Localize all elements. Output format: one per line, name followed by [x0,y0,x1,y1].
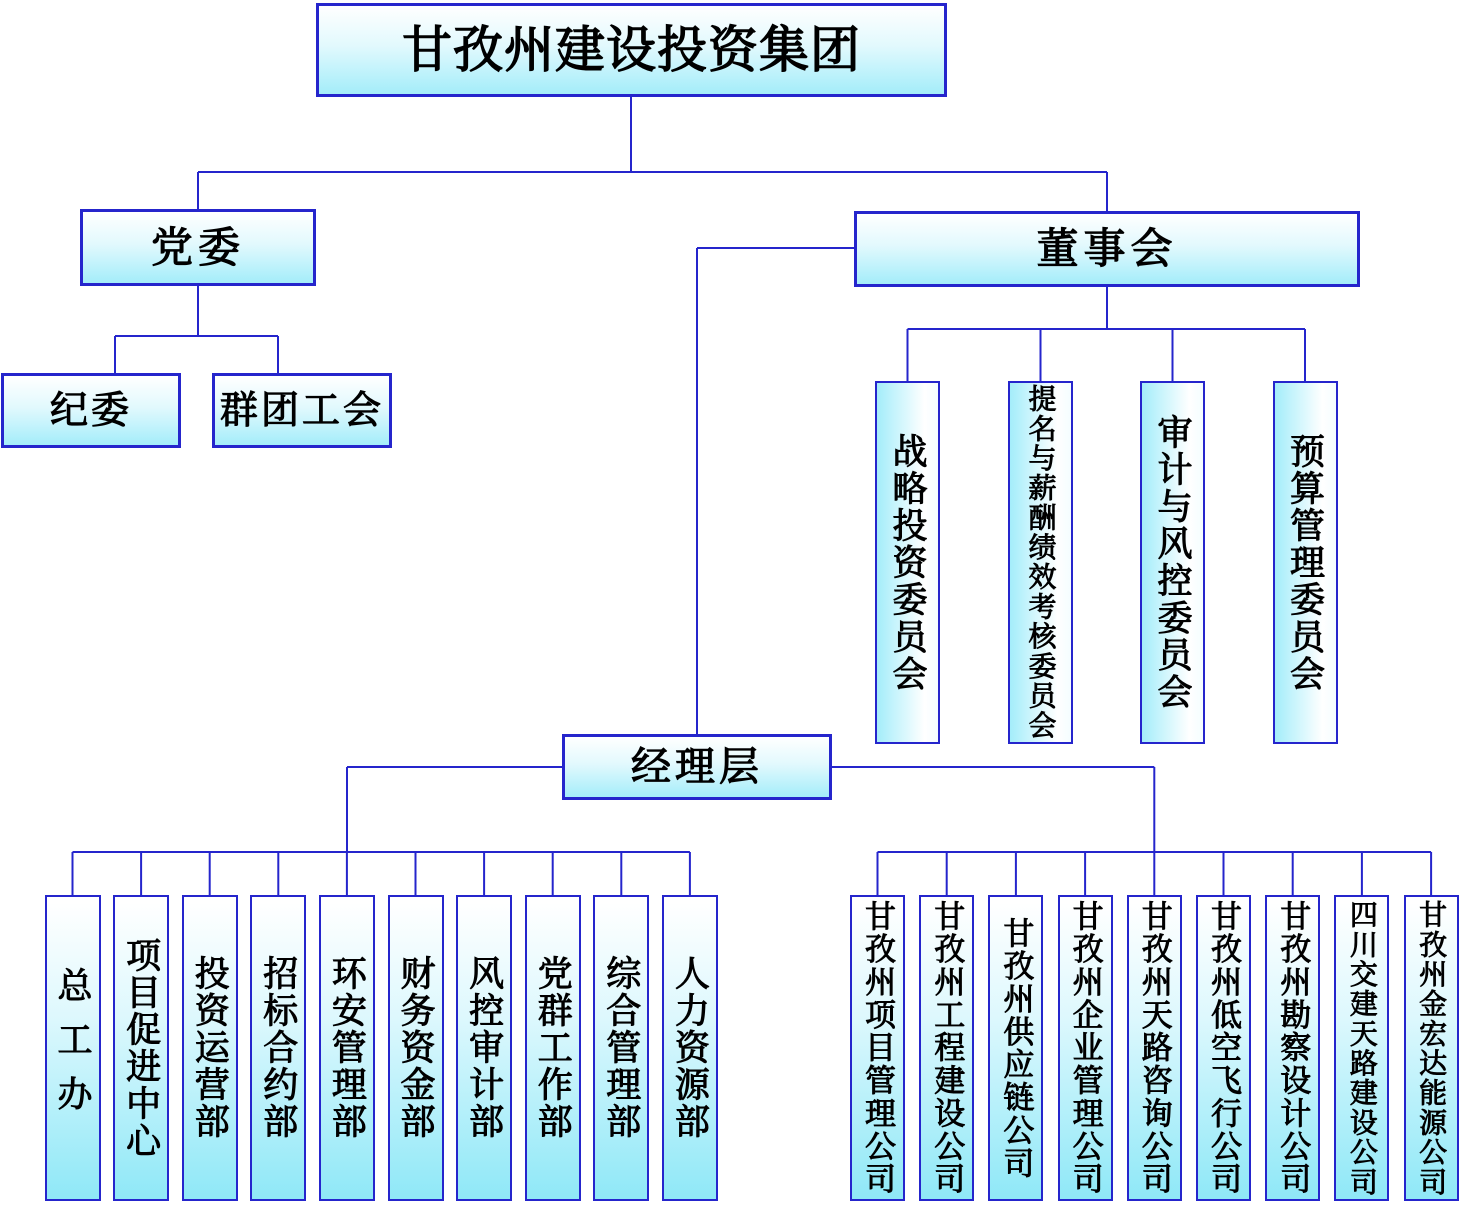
department-box-6 [388,895,444,1201]
company-label: 甘孜州供应链公司 [998,916,1034,1180]
department-label: 综合管理部 [601,955,641,1141]
department-label: 风控审计部 [464,955,504,1141]
department-label: 项目促进中心 [121,936,161,1160]
committee-box-4 [1273,381,1338,744]
company-box-3 [988,895,1043,1201]
company-box-1 [850,895,905,1201]
discipline-committee-label: 纪委 [49,389,133,432]
department-box-4 [250,895,306,1201]
party-committee-box [80,209,316,286]
company-label: 甘孜州项目管理公司 [860,900,895,1196]
company-label: 甘孜州勘察设计公司 [1275,900,1311,1196]
department-label: 投资运营部 [190,955,230,1141]
company-box-6 [1196,895,1251,1201]
board-of-directors-box [854,211,1360,287]
committee-label: 审计与风控委员会 [1153,414,1192,711]
department-label: 党群工作部 [533,955,573,1141]
company-box-4 [1058,895,1113,1201]
company-label: 甘孜州企业管理公司 [1067,900,1103,1196]
department-box-7 [456,895,512,1201]
company-box-9 [1404,895,1459,1201]
department-label: 总工办 [53,966,92,1130]
department-label: 环安管理部 [327,955,367,1141]
committee-label: 预算管理委员会 [1285,432,1325,693]
company-label: 甘孜州低空飞行公司 [1206,900,1241,1196]
group-title-label: 甘孜州建设投资集团 [402,22,861,78]
committee-box-3 [1140,381,1205,744]
committee-box-2 [1008,381,1073,744]
department-label: 招标合约部 [258,955,298,1141]
company-box-8 [1334,895,1389,1201]
company-box-7 [1265,895,1320,1201]
management-layer-label: 经理层 [631,745,763,789]
mass-union-label: 群团工会 [219,389,385,432]
department-box-1 [45,895,101,1201]
company-label: 四川交建天路建设公司 [1346,899,1378,1197]
company-box-2 [919,895,974,1201]
company-box-5 [1127,895,1182,1201]
company-label: 甘孜州工程建设公司 [929,900,965,1196]
board-of-directors-label: 董事会 [1036,225,1178,272]
committee-label: 战略投资委员会 [888,432,927,693]
department-label: 人力资源部 [670,955,710,1141]
management-layer-box [562,734,832,800]
department-box-9 [593,895,649,1201]
company-label: 甘孜州金宏达能源公司 [1416,899,1448,1197]
department-label: 财务资金部 [396,955,435,1141]
mass-union-box [212,373,392,448]
department-box-10 [662,895,718,1201]
department-box-2 [113,895,169,1201]
department-box-5 [319,895,375,1201]
group-title-box [316,3,947,97]
department-box-3 [182,895,238,1201]
committee-box-1 [875,381,940,744]
party-committee-label: 党委 [150,223,246,271]
discipline-committee-box [1,373,181,448]
department-box-8 [525,895,581,1201]
company-label: 甘孜州天路咨询公司 [1136,900,1172,1196]
committee-label: 提名与薪酬绩效考核委员会 [1025,384,1057,741]
